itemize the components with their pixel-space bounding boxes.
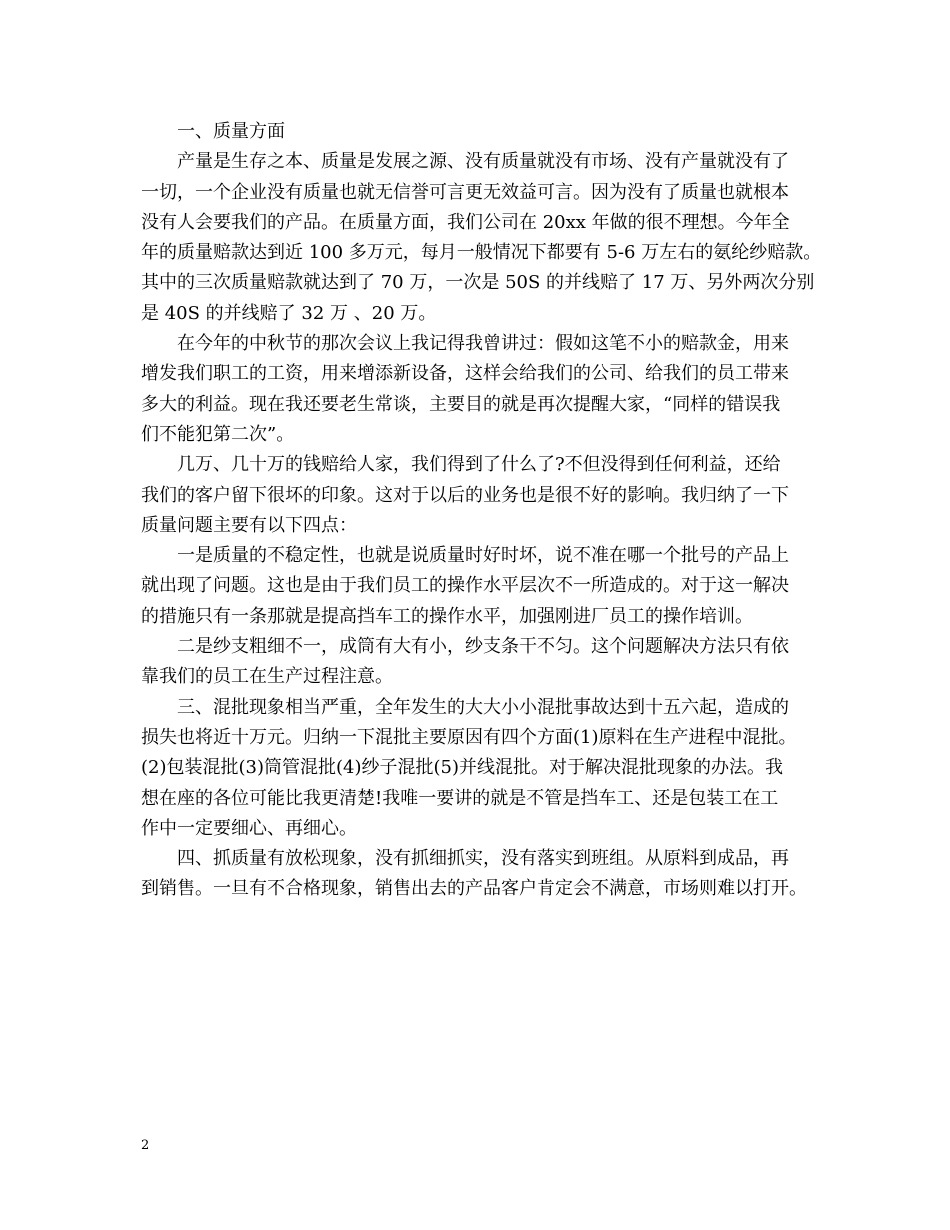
text-line: 的措施只有一条那就是提高挡车工的操作水平，加强刚进厂员工的操作培训。	[141, 605, 753, 627]
text-line: 在今年的中秋节的那次会议上我记得我曾讲过：假如这笔不小的赔款金，用来	[177, 333, 789, 355]
text-line: 质量问题主要有以下四点：	[141, 514, 357, 536]
text-line: 我们的客户留下很坏的印象。这对于以后的业务也是很不好的影响。我归纳了一下	[141, 484, 789, 506]
text-line: 几万、几十万的钱赔给人家，我们得到了什么了?不但没得到任何利益，还给	[177, 454, 781, 476]
text-line: 一、质量方面	[177, 121, 285, 142]
text-line: 到销售。一旦有不合格现象，销售出去的产品客户肯定会不满意，市场则难以打开。	[141, 878, 807, 900]
text-line: 一切，一个企业没有质量也就无信誉可言更无效益可言。因为没有了质量也就根本	[141, 181, 789, 203]
text-line: 想在座的各位可能比我更清楚!我唯一要讲的就是不管是挡车工、还是包装工在工	[141, 787, 779, 809]
text-line: 作中一定要细心、再细心。	[141, 817, 357, 839]
text-line: 损失也将近十万元。归纳一下混批主要原因有四个方面(1)原料在生产进程中混批。	[141, 726, 797, 748]
text-line: 其中的三次质量赔款就达到了 70 万，一次是 50S 的并线赔了 17 万、另外两次分别	[141, 272, 815, 294]
text-line: 四、抓质量有放松现象，没有抓细抓实，没有落实到班组。从原料到成品，再	[177, 848, 789, 870]
text-line: 一是质量的不稳定性，也就是说质量时好时坏，说不准在哪一个批号的产品上	[177, 545, 789, 567]
text-line: 二是纱支粗细不一，成筒有大有小，纱支条干不匀。这个问题解决方法只有依	[177, 636, 789, 658]
document-body	[141, 117, 841, 905]
text-line: 多大的利益。现在我还要老生常谈，主要目的就是再次提醒大家，“同样的错误我	[141, 393, 781, 415]
text-line: (2)包装混批(3)筒管混批(4)纱子混批(5)并线混批。对于解决混批现象的办法。我	[141, 757, 783, 779]
text-line: 靠我们的员工在生产过程注意。	[141, 666, 393, 688]
text-line: 产量是生存之本、质量是发展之源、没有质量就没有市场、没有产量就没有了	[177, 151, 789, 173]
text-line: 就出现了问题。这也是由于我们员工的操作水平层次不一所造成的。对于这一解决	[141, 575, 789, 597]
text-line: 没有人会要我们的产品。在质量方面，我们公司在 20xx 年做的很不理想。今年全	[141, 211, 790, 233]
text-line: 增发我们职工的工资，用来增添新设备，这样会给我们的公司、给我们的员工带来	[141, 363, 789, 385]
text-line: 年的质量赔款达到近 100 多万元，每月一般情况下都要有 5-6 万左右的氨纶纱赔款。	[141, 242, 822, 264]
text-line: 们不能犯第二次”。	[141, 423, 295, 445]
text-line: 三、混批现象相当严重，全年发生的大大小小混批事故达到十五六起，造成的	[177, 696, 789, 718]
page-number: 2	[141, 1138, 150, 1153]
text-line: 是 40S 的并线赔了 32 万 、20 万。	[141, 302, 437, 324]
